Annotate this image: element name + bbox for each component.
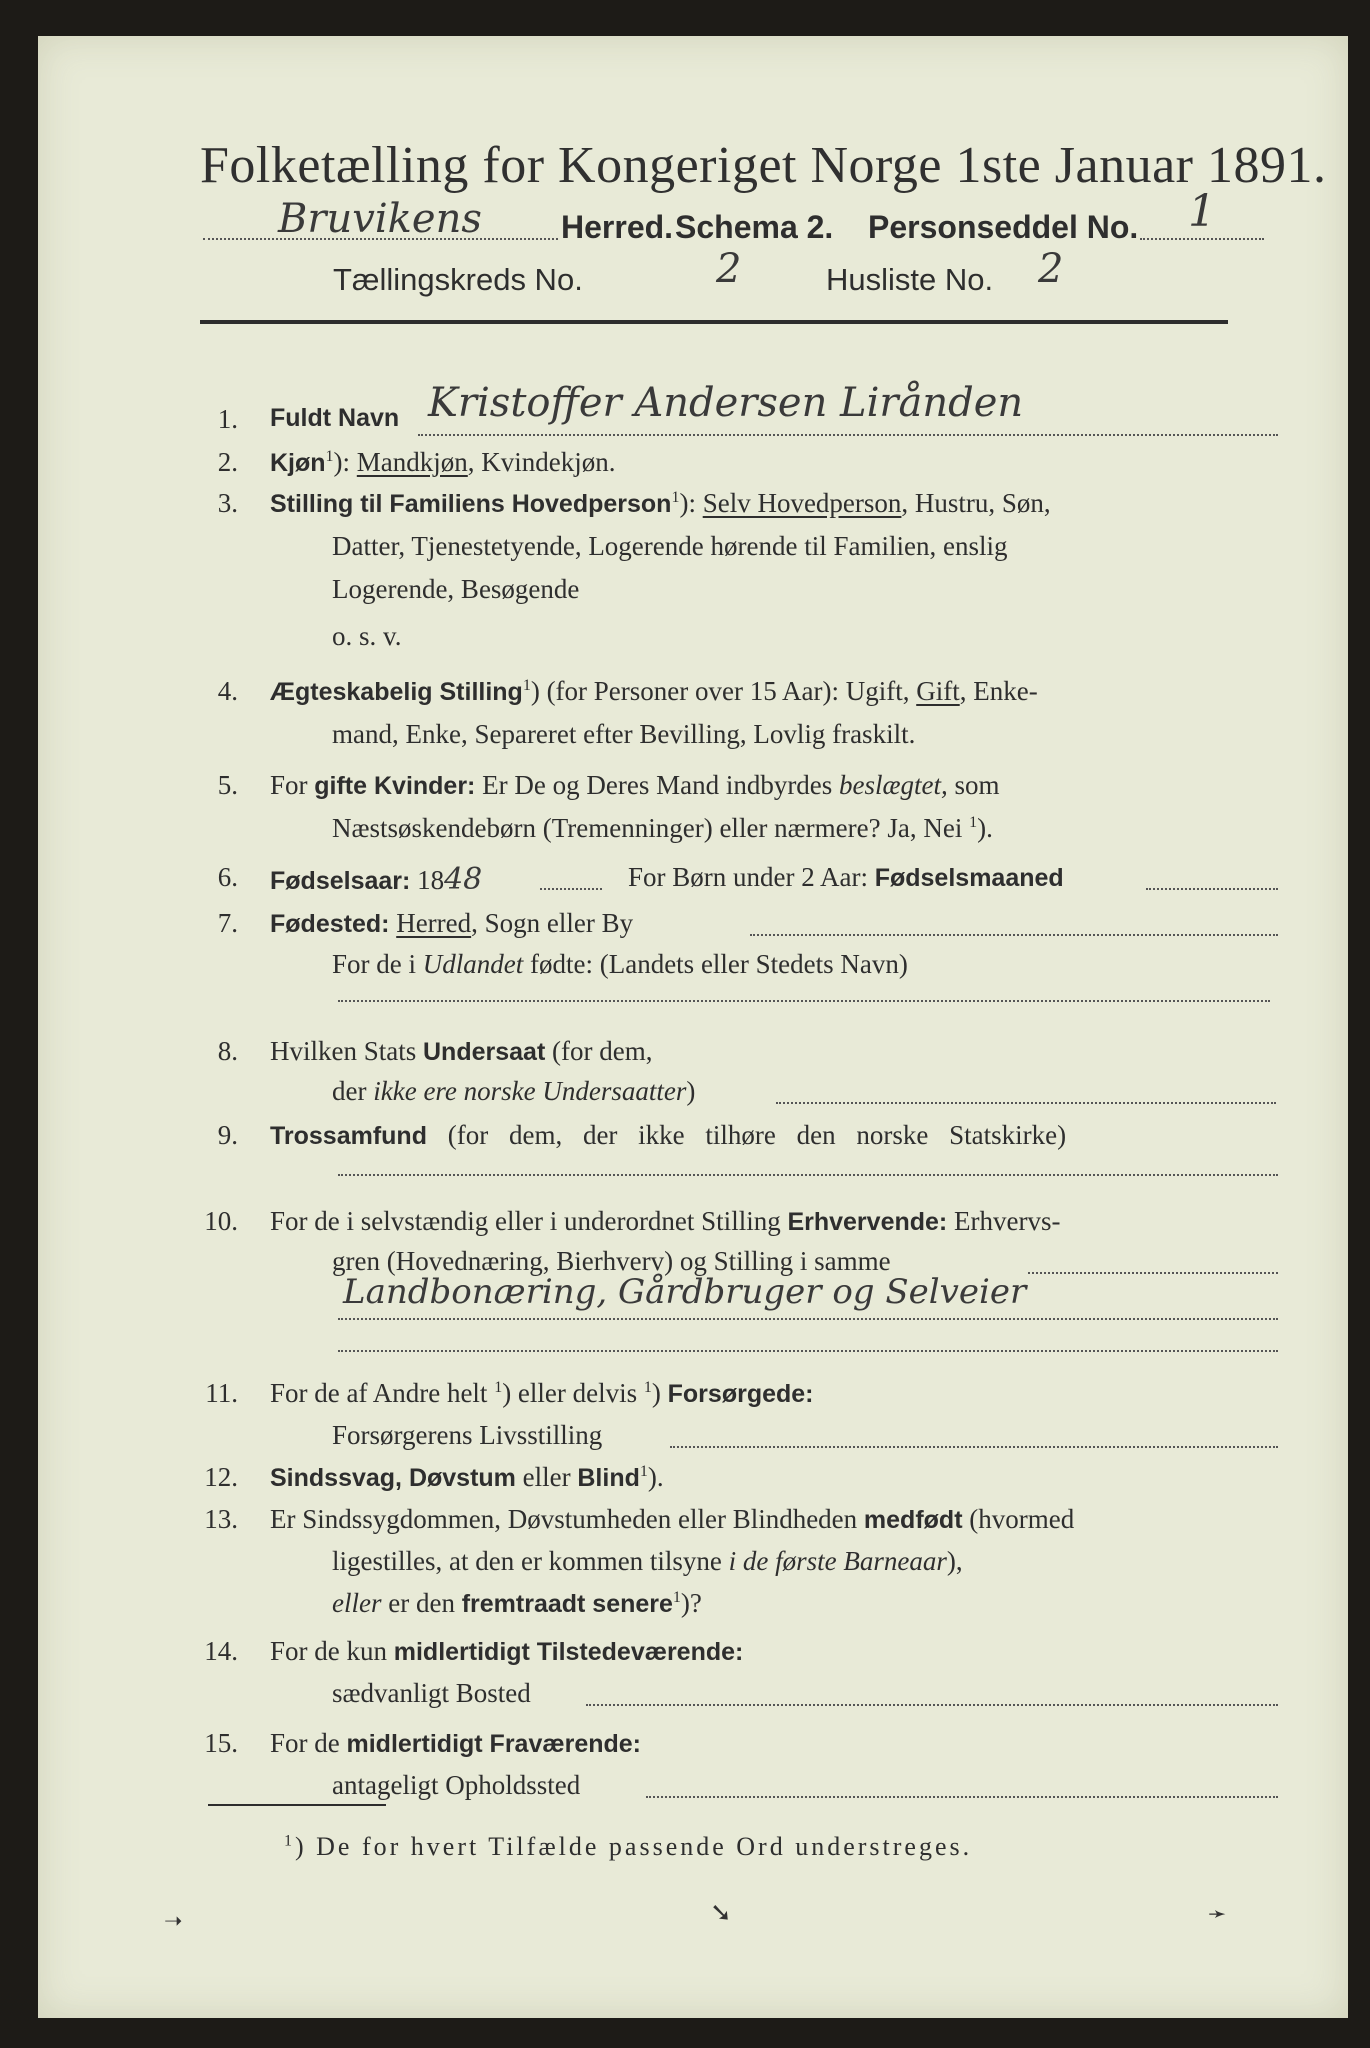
item-11-text: For de af Andre helt $^1$) eller delvis $^1$) Forsørgede:: [270, 1378, 814, 1408]
item-13-text: Er Sindssygdommen, Døvstumheden eller Blindheden medfødt (hvormed: [270, 1504, 1075, 1534]
item-10-dotted-line: [1028, 1272, 1278, 1274]
item-6-year-dots: [540, 888, 602, 890]
item-14-line2: sædvanligt Bosted: [332, 1678, 531, 1708]
item-3-line4: o. s. v.: [332, 621, 402, 651]
footnote-rule: [208, 1804, 386, 1806]
item-4-selected-gift: Gift: [916, 676, 960, 706]
item-12-number: 12.: [204, 1462, 238, 1492]
item-1-dotted-line: [418, 434, 1278, 436]
item-1-label: Fuldt Navn: [270, 404, 400, 432]
item-8-number: 8.: [217, 1036, 238, 1066]
item-14-number: 14.: [204, 1636, 238, 1666]
item-7-dotted-line: [750, 934, 1278, 936]
item-2-label: Kjøn: [270, 449, 326, 477]
herred-value: Bruvikens: [278, 196, 482, 242]
item-7-dotted-line2: [338, 1000, 1270, 1002]
kreds-value: 2: [716, 246, 742, 292]
item-10-text: For de i selvstændig eller i underordnet Stilling Erhvervende: Erhvervs-: [270, 1206, 1061, 1236]
item-4-text: Ægteskabelig Stilling$^1$) (for Personer over 15 Aar): Ugift, Gift, Enke-: [270, 676, 1038, 706]
item-8-text: Hvilken Stats Undersaat (for dem,: [270, 1036, 653, 1066]
item-5-line2: Næstsøskendebørn (Tremenninger) eller nærmere? Ja, Nei $^1$).: [332, 813, 993, 843]
herred-label: Herred.: [561, 209, 674, 245]
item-7-number: 7.: [217, 908, 238, 938]
item-9-dotted-line: [338, 1174, 1278, 1176]
stray-mark-center: ➘: [710, 1898, 732, 1928]
item-15-label: midlertidigt Fraværende:: [346, 1730, 641, 1758]
item-15-text: For de midlertidigt Fraværende:: [270, 1728, 641, 1758]
item-12-text: Sindssvag, Døvstum eller Blind$^1$).: [270, 1462, 664, 1492]
item-7-line2: For de i Udlandet fødte: (Landets eller Stedets Navn): [332, 949, 908, 979]
item-8-label: Undersaat: [423, 1038, 546, 1066]
item-4-label: Ægteskabelig Stilling: [270, 678, 523, 706]
item-5-label: gifte Kvinder:: [314, 772, 476, 800]
item-1-name-value: Kristoffer Andersen Lirånden: [428, 380, 1024, 426]
item-6-year-value: 48: [444, 862, 483, 897]
item-15-number: 15.: [204, 1728, 238, 1758]
item-13-number: 13.: [204, 1504, 238, 1534]
item-6-label2: Fødselsmaaned: [874, 864, 1064, 892]
item-3-label: Stilling til Familiens Hovedperson: [270, 490, 672, 518]
husliste-value: 2: [1038, 246, 1064, 292]
item-11-line2: Forsørgerens Livsstilling: [332, 1420, 603, 1450]
census-form-sheet: [38, 36, 1348, 2018]
item-4-line2: mand, Enke, Separeret efter Bevilling, Lovlig fraskilt.: [332, 719, 916, 749]
item-15-line2: antageligt Opholdssted: [332, 1770, 581, 1800]
item-14-dotted-line: [586, 1704, 1278, 1706]
item-12-label: Sindssvag, Døvstum: [270, 1464, 516, 1492]
item-6-month-dots: [1146, 888, 1278, 890]
item-11-label: Forsørgede:: [667, 1380, 814, 1408]
item-8-line2: der ikke ere norske Undersaatter): [332, 1076, 696, 1106]
item-10-dotted-line2: [338, 1318, 1278, 1320]
item-11-number: 11.: [205, 1378, 238, 1408]
footnote: $^1$) De for hvert Tilfælde passende Ord understreges.: [284, 1832, 973, 1861]
item-5-number: 5.: [217, 770, 238, 800]
item-1-number: 1.: [217, 404, 238, 434]
item-14-label: midlertidigt Tilstedeværende:: [393, 1638, 744, 1666]
item-7-selected-herred: Herred: [396, 908, 472, 938]
item-10-line2: gren (Hovednæring, Bierhverv) og Stilling i samme: [332, 1246, 891, 1276]
item-6-text: Fødselsaar: 1848: [270, 862, 483, 897]
item-7-text: Fødested: Herred, Sogn eller By: [270, 908, 634, 938]
item-6-number: 6.: [217, 862, 238, 892]
item-10-number: 10.: [204, 1206, 238, 1236]
item-3-text: Stilling til Familiens Hovedperson$^1$): Selv Hovedperson, Hustru, Søn,: [270, 488, 1051, 518]
item-13-label: medfødt: [863, 1506, 963, 1534]
item-10-occupation-value: Landbonæring, Gårdbruger og Selveier: [343, 1272, 1027, 1312]
item-4-number: 4.: [217, 676, 238, 706]
item-15-dotted-line: [646, 1796, 1278, 1798]
stray-mark-left: ➝: [164, 1909, 183, 1934]
item-3-line3: Logerende, Besøgende: [332, 574, 580, 604]
item-10-dotted-line3: [338, 1350, 1278, 1352]
item-13-line3: eller er den fremtraadt senere$^1$)?: [332, 1588, 702, 1618]
item-9-text: Trossamfund (for dem, der ikke tilhøre den norske Statskirke): [270, 1120, 1067, 1150]
item-6-label: Fødselsaar:: [270, 867, 411, 895]
item-14-text: For de kun midlertidigt Tilstedeværende:: [270, 1636, 744, 1666]
item-13-label2: fremtraadt senere: [461, 1590, 673, 1618]
item-3-line2: Datter, Tjenestetyende, Logerende hørende til Familien, enslig: [332, 531, 1008, 561]
item-9-label: Trossamfund: [270, 1122, 427, 1150]
item-10-label: Erhvervende:: [787, 1208, 948, 1236]
header-rule: [200, 320, 1228, 324]
item-2-number: 2.: [217, 447, 238, 477]
personseddel-label: Personseddel No.: [868, 209, 1139, 245]
stray-mark-right: ➛: [1208, 1902, 1227, 1927]
item-11-dotted-line: [670, 1446, 1278, 1448]
item-6-text2: For Børn under 2 Aar: Fødselsmaaned: [628, 862, 1064, 892]
item-8-dotted-line: [776, 1102, 1276, 1104]
item-3-number: 3.: [217, 488, 238, 518]
item-5-text: For gifte Kvinder: Er De og Deres Mand indbyrdes beslægtet, som: [270, 770, 1000, 800]
kreds-label: Tællingskreds No.: [333, 262, 583, 297]
schema-label: Schema 2.: [675, 209, 834, 245]
item-3-selected-option: Selv Hovedperson: [702, 488, 902, 518]
item-7-label: Fødested:: [270, 910, 390, 938]
item-2-selected-mandkjon: Mandkjøn: [356, 447, 468, 477]
husliste-label: Husliste No.: [826, 262, 994, 297]
item-9-number: 9.: [217, 1120, 238, 1150]
personseddel-dotted-line: [1140, 238, 1264, 240]
item-13-line2: ligestilles, at den er kommen tilsyne i de første Barneaar),: [332, 1546, 963, 1576]
form-title: Folketælling for Kongeriget Norge 1ste Januar 1891.: [200, 137, 1327, 194]
personseddel-value: 1: [1188, 186, 1216, 237]
item-2-text: Kjøn$^1$): Mandkjøn, Kvindekjøn.: [270, 447, 616, 477]
